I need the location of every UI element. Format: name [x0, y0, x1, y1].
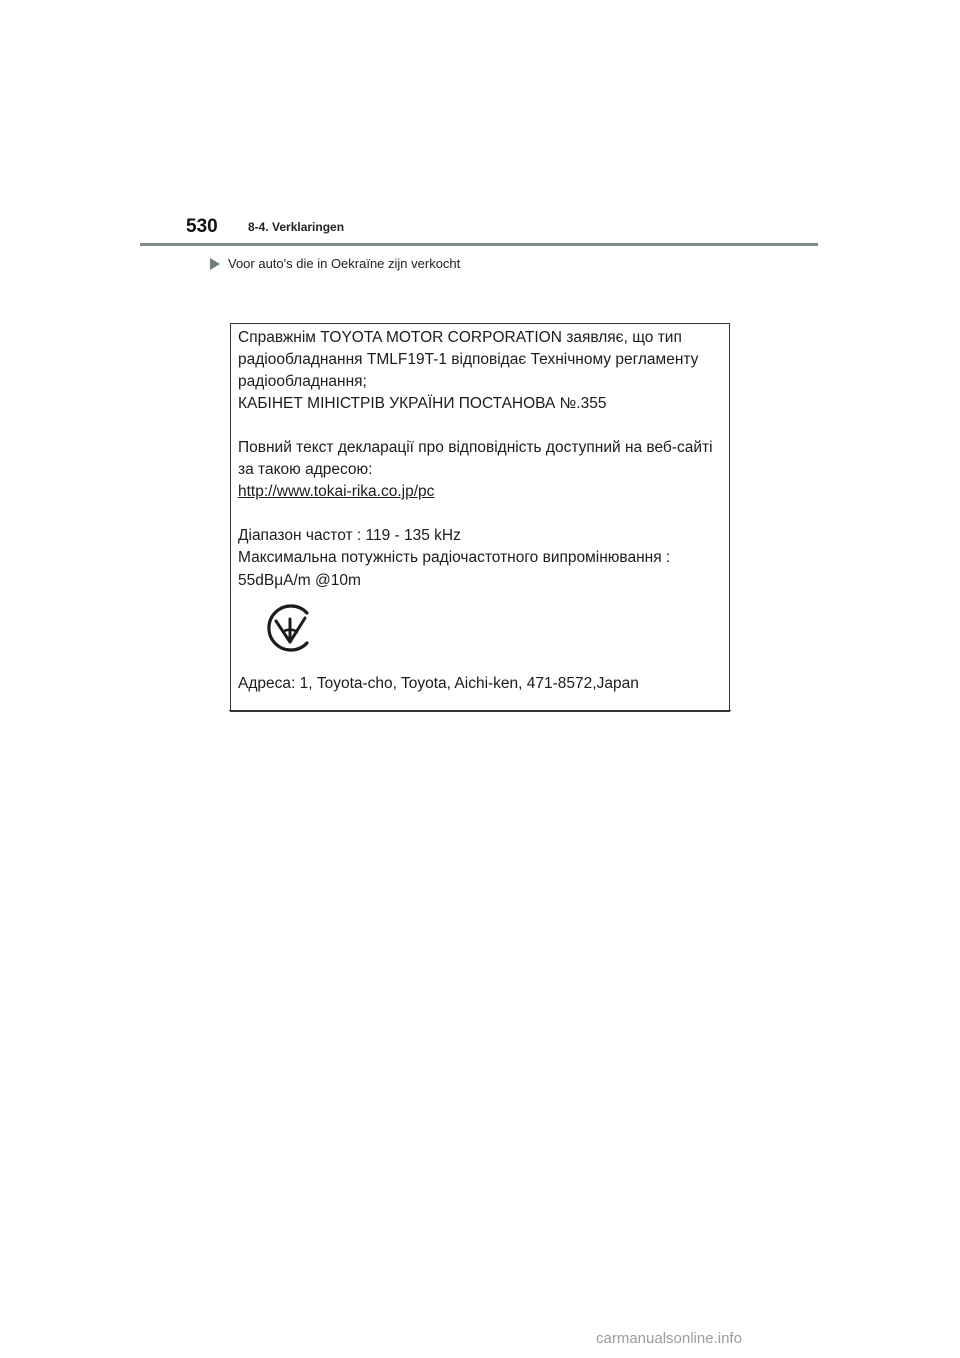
declaration-line-5: Повний текст декларації про відповідність доступний на веб-сайті [238, 439, 713, 456]
declaration-link[interactable]: http://www.tokai-rika.co.jp/pc [238, 483, 435, 500]
declaration-address: Адреса: 1, Toyota-cho, Toyota, Aichi-ken, 471-8572,Japan [238, 675, 639, 692]
bullet-item [210, 256, 460, 272]
declaration-line-1: Справжнім TOYOTA MOTOR CORPORATION заявляє, що тип [238, 329, 682, 346]
bullet-text: Voor auto's die in Oekraïne zijn verkocht [228, 256, 461, 271]
watermark-text: carmanualsonline.info [596, 1330, 742, 1347]
declaration-line-8: Діапазон частот : 119 - 135 kHz [238, 527, 461, 544]
section-title: 8-4. Verklaringen [248, 220, 345, 234]
declaration-line-2: радіообладнання TMLF19T-1 відповідає Технічному регламенту [238, 351, 699, 368]
declaration-line-3: радіообладнання; [238, 373, 367, 390]
declaration-line-6: за такою адресою: [238, 461, 373, 478]
page-number: 530 [186, 216, 218, 237]
triangle-bullet-icon [210, 258, 220, 270]
declaration-line-10: 55dBμA/m @10m [238, 572, 361, 589]
declaration-box [230, 323, 730, 712]
declaration-line-4: КАБІНЕТ МІНІСТРІВ УКРАЇНИ ПОСТАНОВА №.355 [238, 395, 607, 412]
header-divider [140, 243, 818, 246]
declaration-line-9: Максимальна потужність радіочастотного випромінювання : [238, 549, 671, 566]
ukrainian-conformity-mark-icon [264, 602, 316, 654]
